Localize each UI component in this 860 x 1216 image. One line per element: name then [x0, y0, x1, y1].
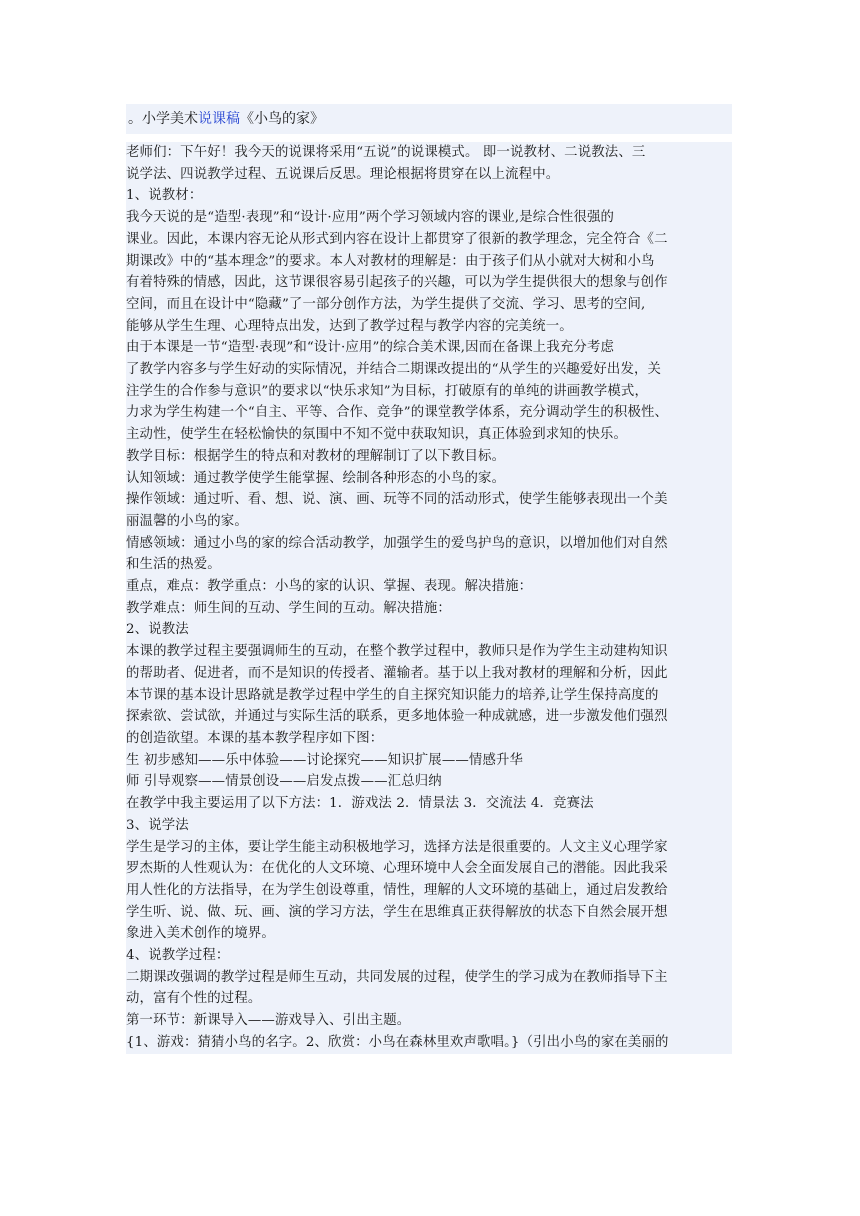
document-body	[126, 142, 732, 1054]
body-line: 动，富有个性的过程。	[126, 991, 262, 1007]
body-line: 学生听、说、做、玩、画、演的学习方法，学生在思维真正获得解放的状态下自然会展开想	[126, 904, 668, 920]
body-line: 空间，而且在设计中“隐藏”了一部分创作方法，为学生提供了交流、学习、思考的空间,	[126, 296, 646, 312]
body-line: 教学目标：根据学生的特点和对教材的理解制订了以下教目标。	[126, 448, 506, 464]
body-line: 师 引导观察——情景创设——启发点拨——汇总归纳	[126, 774, 442, 790]
section-heading: 4、说教学过程：	[126, 948, 230, 964]
body-line: 有着特殊的情感，因此，这节课很容易引起孩子的兴趣，可以为学生提供很大的想象与创作	[126, 275, 668, 291]
body-line: 说学法、四说教学过程、五说课后反思。理论根据将贯穿在以上流程中。	[126, 166, 560, 182]
body-line: 期课改》中的“基本理念”的要求。本人对教材的理解是：由于孩子们从小就对大树和小鸟	[126, 253, 655, 269]
body-line: 主动性，使学生在轻松愉快的氛围中不知不觉中获取知识，真正体验到求知的快乐。	[126, 427, 628, 443]
body-line: 学生是学习的主体，要让学生能主动积极地学习，选择方法是很重要的。人文主义心理学家	[126, 839, 668, 855]
document-page	[126, 104, 732, 1054]
body-line: 能够从学生生理、心理特点出发，达到了教学过程与教学内容的完美统一。	[126, 318, 573, 334]
body-line: {1、游戏：猜猜小鸟的名字。2、欣赏：小鸟在森林里欢声歌唱。}（引出小鸟的家在美丽的	[126, 1034, 669, 1050]
body-line: 本节课的基本设计思路就是教学过程中学生的自主探究知识能力的培养,让学生保持高度的	[126, 687, 659, 703]
body-line: 罗杰斯的人性观认为：在优化的人文环境、心理环境中人会全面发展自己的潜能。因此我采	[126, 861, 668, 877]
section-heading: 3、说学法	[126, 817, 189, 833]
body-line: 的帮助者、促进者，而不是知识的传授者、灌输者。基于以上我对教材的理解和分析，因此	[126, 665, 668, 681]
title-suffix: 《小鸟的家》	[240, 111, 324, 127]
body-line: 二期课改强调的教学过程是师生互动，共同发展的过程，使学生的学习成为在教师指导下主	[126, 969, 668, 985]
title-prefix: 。小学美术	[128, 111, 198, 127]
body-line: 情感领域：通过小鸟的家的综合活动教学，加强学生的爱鸟护鸟的意识，以增加他们对自然	[126, 535, 668, 551]
body-line: 了教学内容多与学生好动的实际情况，并结合二期课改提出的“从学生的兴趣爱好出发，关	[126, 362, 662, 378]
body-line: 由于本课是一节“造型·表现”和“设计·应用”的综合美术课,因而在备课上我充分考虑	[126, 340, 615, 356]
body-line: 探索欲、尝试欲，并通过与实际生活的联系，更多地体验一种成就感，进一步激发他们强烈	[126, 709, 668, 725]
body-line: 认知领域：通过教学使学生能掌握、绘制各种形态的小鸟的家。	[126, 470, 506, 486]
body-line: 重点，难点：教学重点：小鸟的家的认识、掌握、表现。解决措施：	[126, 579, 533, 595]
body-line: 本课的教学过程主要强调师生的互动，在整个教学过程中，教师只是作为学生主动建构知识	[126, 644, 668, 660]
body-line: 我今天说的是“造型·表现”和“设计·应用”两个学习领域内容的课业,是综合性很强的	[126, 210, 615, 226]
body-line: 注学生的合作参与意识”的要求以“快乐求知”为目标，打破原有的单纯的讲画教学模式，	[126, 383, 648, 399]
body-line: 象进入美术创作的境界。	[126, 926, 275, 942]
document-title	[126, 104, 732, 134]
body-line: 丽温馨的小鸟的家。	[126, 513, 248, 529]
body-line: 课业。因此，本课内容无论从形式到内容在设计上都贯穿了很新的教学理念，完全符合《二	[126, 231, 668, 247]
body-line: 用人性化的方法指导，在为学生创设尊重，情性，理解的人文环境的基础上，通过启发教给	[126, 882, 668, 898]
body-line: 和生活的热爱。	[126, 557, 221, 573]
section-heading: 2、说教法	[126, 622, 189, 638]
body-line: 的创造欲望。本课的基本教学程序如下图：	[126, 730, 384, 746]
body-line: 生 初步感知——乐中体验——讨论探究——知识扩展——情感升华	[126, 752, 524, 768]
body-line: 力求为学生构建一个“自主、平等、合作、竞争”的课堂教学体系，充分调动学生的积极性、	[126, 405, 669, 421]
body-line: 在教学中我主要运用了以下方法：1．游戏法 2．情景法 3．交流法 4．竞赛法	[126, 796, 594, 812]
title-link[interactable]: 说课稿	[198, 111, 240, 127]
body-line: 操作领域：通过听、看、想、说、演、画、玩等不同的活动形式，使学生能够表现出一个美	[126, 492, 668, 508]
body-line: 第一环节：新课导入——游戏导入、引出主题。	[126, 1013, 411, 1029]
section-heading: 1、说教材：	[126, 188, 203, 204]
body-line: 教学难点：师生间的互动、学生间的互动。解决措施：	[126, 600, 451, 616]
body-line: 老师们：下午好！我今天的说课将采用“五说”的说课模式。 即一说教材、二说教法、三	[126, 145, 646, 160]
